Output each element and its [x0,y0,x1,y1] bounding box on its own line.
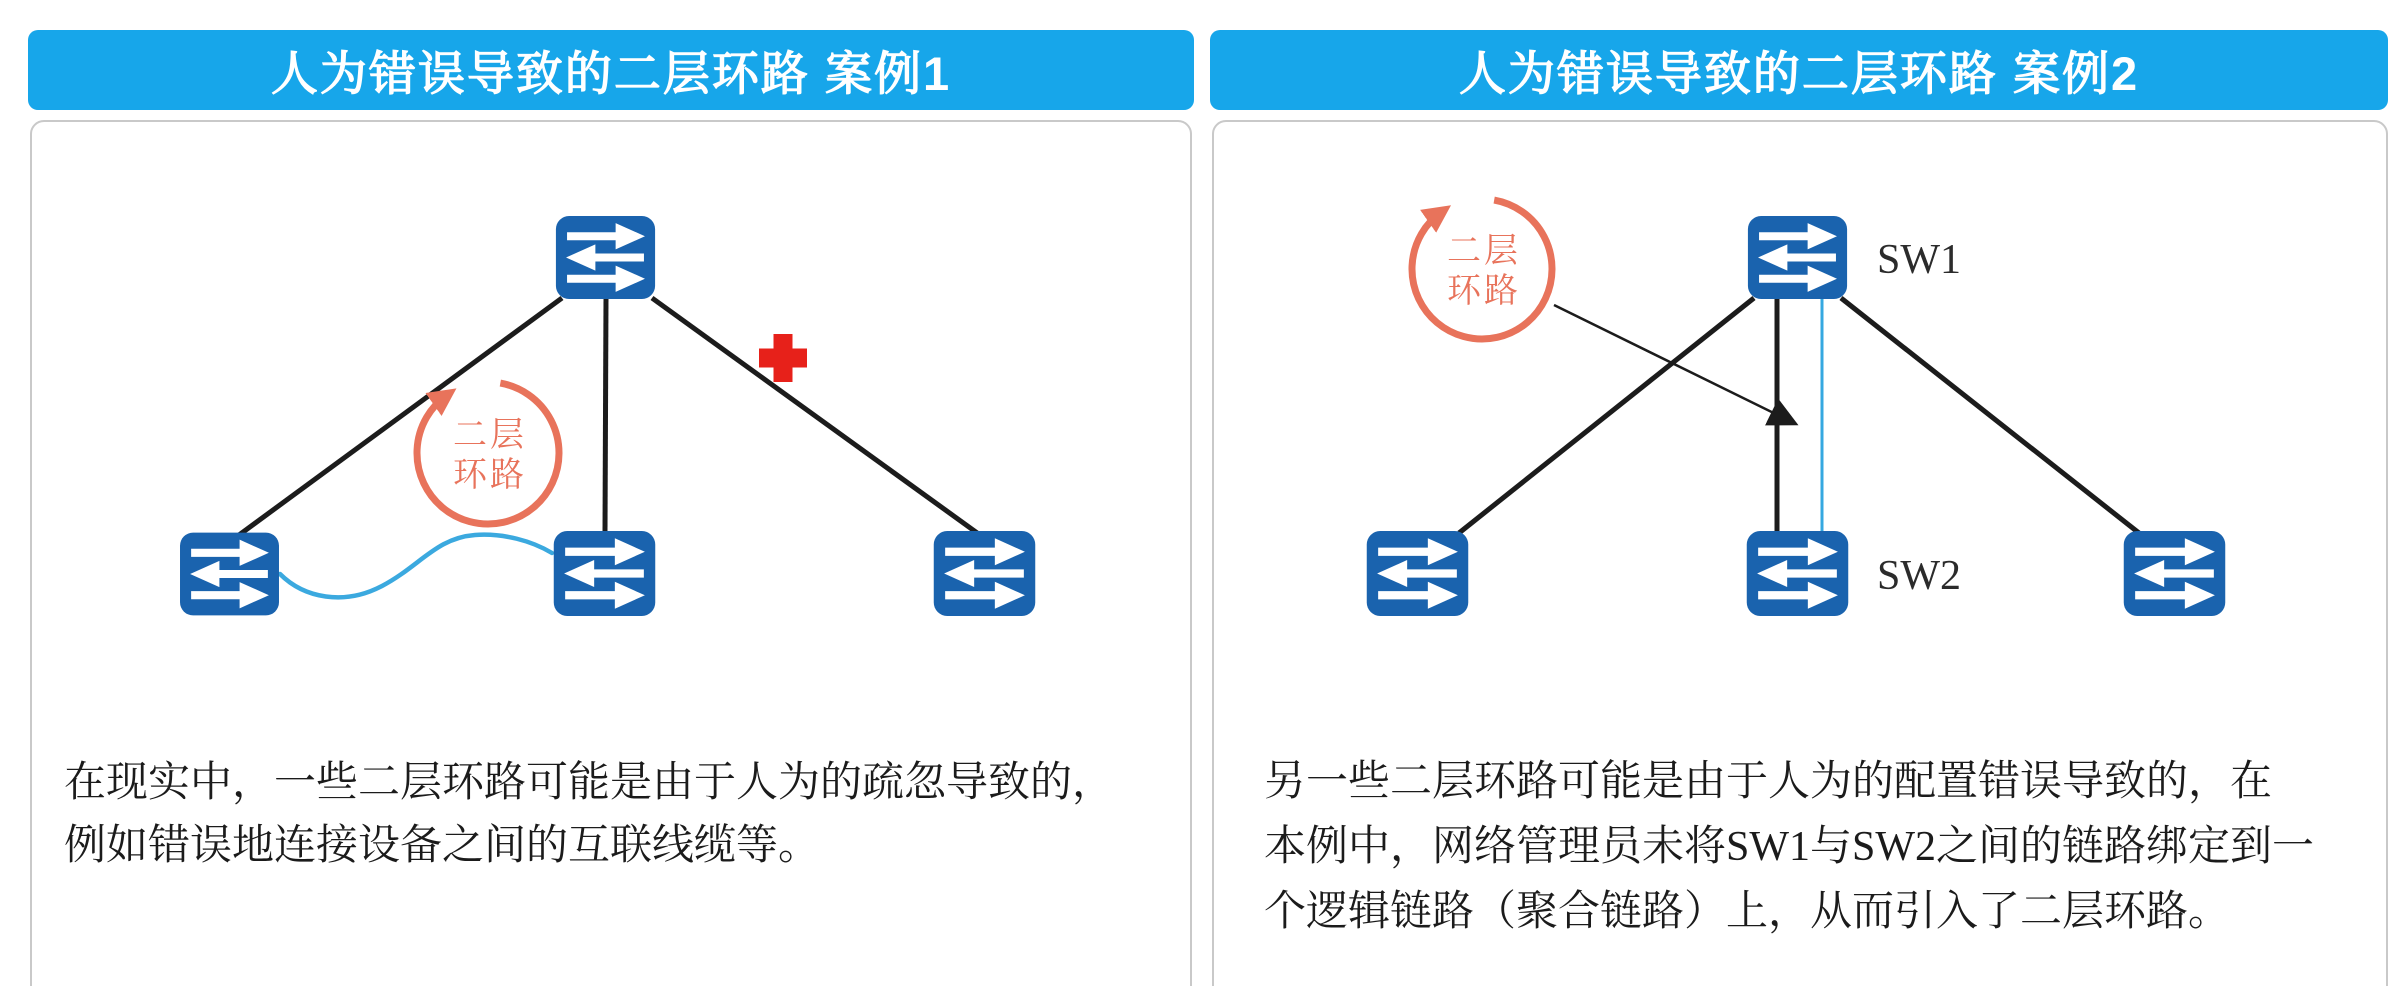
case1-topology-diagram [32,122,1194,682]
case1-header: 人为错误导致的二层环路 案例1 [28,30,1194,110]
sw2-label: SW2 [1877,553,1961,599]
case2-header: 人为错误导致的二层环路 案例2 [1210,30,2388,110]
switch-icon-bottom-right [2124,531,2226,616]
link-top-to-right [652,298,980,535]
loop-label-line2: 环路 [1447,273,1521,310]
case2-description-line2: 本例中，网络管理员未将SW1与SW2之间的链路绑定到一 [1264,824,2315,870]
switch-icon-bottom-right [934,531,1036,616]
case2-description-line1: 另一些二层环路可能是由于人为的配置错误导致的，在 [1264,759,2273,805]
switch-icon-bottom-middle [554,531,656,616]
loop-pointer-arrow [1554,305,1794,423]
switch-icon-sw1 [1748,216,1847,299]
switch-icon-top [556,216,655,299]
switch-icon-bottom-left [1367,531,1469,616]
link-top-to-middle [605,298,606,531]
loop-label-line1: 二层 [1447,233,1521,270]
case2-description-line3: 个逻辑链路（聚合链路）上，从而引入了二层环路。 [1264,889,2231,935]
case1-description-line2: 例如错误地连接设备之间的互联线缆等。 [64,823,821,869]
case1-content-box [30,120,1192,986]
switch-icon-sw2 [1747,531,1849,616]
link-sw1-to-right [1841,298,2139,533]
case1-description [64,752,1114,878]
loop-label-line2: 环路 [453,457,527,494]
loop-label-line1: 二层 [453,417,527,454]
case2-topology-diagram [1214,122,2390,682]
case1-description-line1: 在现实中，一些二层环路可能是由于人为的疏忽导致的， [64,760,1115,806]
case2-description [1264,750,2314,945]
sw1-label: SW1 [1877,237,1961,283]
case2-content-box [1212,120,2388,986]
red-cross-icon [759,334,807,382]
wrong-cable-wavy-line [280,535,552,598]
switch-icon-bottom-left [180,533,279,616]
